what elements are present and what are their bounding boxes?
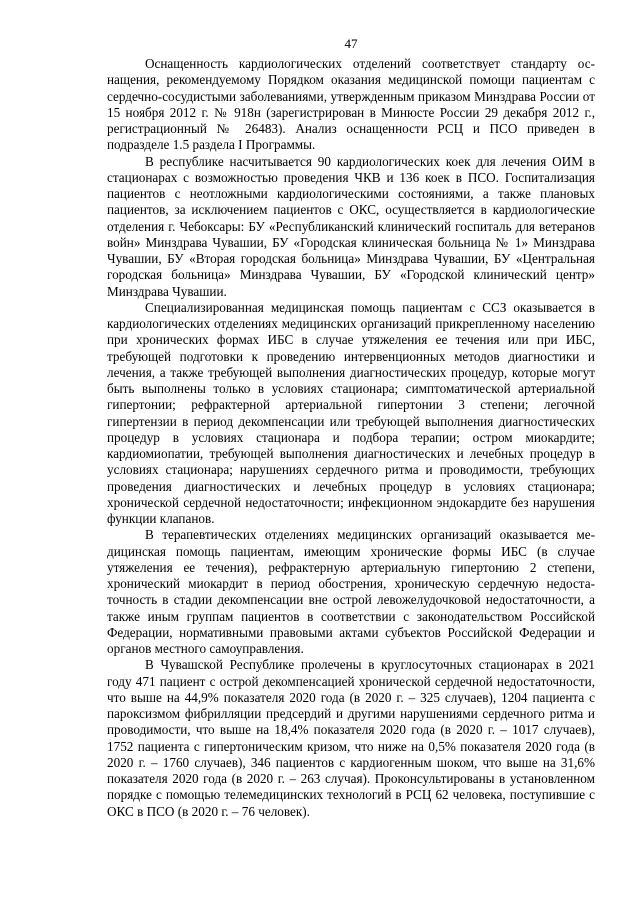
paragraph-equipment: Оснащенность кардиологических отделений соответствует стандарту оснащения, рекомендуемому Порядком оказания медицинской помощи пациентам с сердечно-сосудистыми заболеваниями, утвержденным приказом Минздрава России от 15 ноября 2012 г. № 918н (зарегистрирован в Минюсте России 29 декабря 2012 г., регистрационный № 26483). Анализ оснащенности РСЦ и ПСО приведен в подразделе 1.5 раздела I Программы. xyxy=(107,56,595,153)
paragraph-therapeutic-departments: В терапевтических отделениях медицинских организаций оказывается медицинская помощь пациентам, имеющим хронические формы ИБС (в случае утяжеления ее течения), рефрактерную артериальную гипертонию 2 степени, хронический миокардит в период обострения, хроническую сердечную недостаточность в стадии декомпенсации вне острой левожелудочковой недостаточности, а также иным группам пациентов в соответствии с законодательством Российской Федерации, нормативными правовыми актами субъектов Российской Федерации и органов местного самоуправления. xyxy=(107,527,595,656)
document-page xyxy=(107,36,595,820)
paragraph-cardiology-beds: В республике насчитывается 90 кардиологических коек для лечения ОИМ в стационарах с возможностью проведения ЧКВ и 136 коек в ПСО. Госпитализация пациентов с неотложными кардиологическими состояниями, а также плановых пациентов, за исключением пациентов с ОКС, осуществляется в кардиологические отделения г. Чебоксары: БУ «Республиканский клинический госпиталь для ветеранов войн» Минздрава Чувашии, БУ «Городская клиническая больница № 1» Минздрава Чувашии, БУ «Вторая городская больница» Минздрава Чувашии, БУ «Центральная городская больница» Минздрава Чувашии, БУ «Городской клинический центр» Минздрава Чувашии. xyxy=(107,153,595,299)
paragraph-treatment-statistics: В Чувашской Республике пролечены в круглосуточных стационарах в 2021 году 471 пациент с острой декомпенсацией хронической сердечной недостаточности, что выше на 44,9% показателя 2020 года (в 2020 г. – 325 случаев), 1204 пациента с пароксизмом фибрилляции предсердий и другими нарушениями сердечного ритма и проводимости, что выше на 18,4% показателя 2020 года (в 2020 г. – 1017 случаев), 1752 пациента с гипертоническим кризом, что ниже на 0,5% показателя 2020 года (в 2020 г. – 1760 случаев), 346 пациентов с кардиогенным шоком, что выше на 31,6% показателя 2020 года (в 2020 г. – 263 случая). Проконсультированы в установленном порядке с помощью телемедицинских технологий в РСЦ 62 человека, поступившие с ОКС в ПСО (в 2020 г. – 76 человек). xyxy=(107,657,595,819)
page-number: 47 xyxy=(344,36,358,51)
paragraph-specialized-care: Специализированная медицинская помощь пациентам с ССЗ оказывается в кардиологических отделениях медицинских организаций прикрепленному населению при хронических формах ИБС в случае утяжеления ее течения или при ИБС, требующей подготовки к проведению интервенционных методов диагностики и лечения, а также требующей выполнения диагностических процедур, которые могут быть выполнены только в условиях стационара; симптоматической артериальной гипертонии; рефрактерной артериальной гипертонии 3 степени; легочной гипертензии в период декомпенсации или требующей выполнения диагностических процедур в условиях стационара и подбора терапии; остром миокардите; кардиомиопатии, требующей выполнения диагностических и лечебных процедур в условиях стационара; нарушениях сердечного ритма и проводимости, требующих проведения диагностических и лечебных процедур в условиях стационара; хронической сердечной недостаточности; инфекционном эндокардите без нарушения функции клапанов. xyxy=(107,299,595,526)
